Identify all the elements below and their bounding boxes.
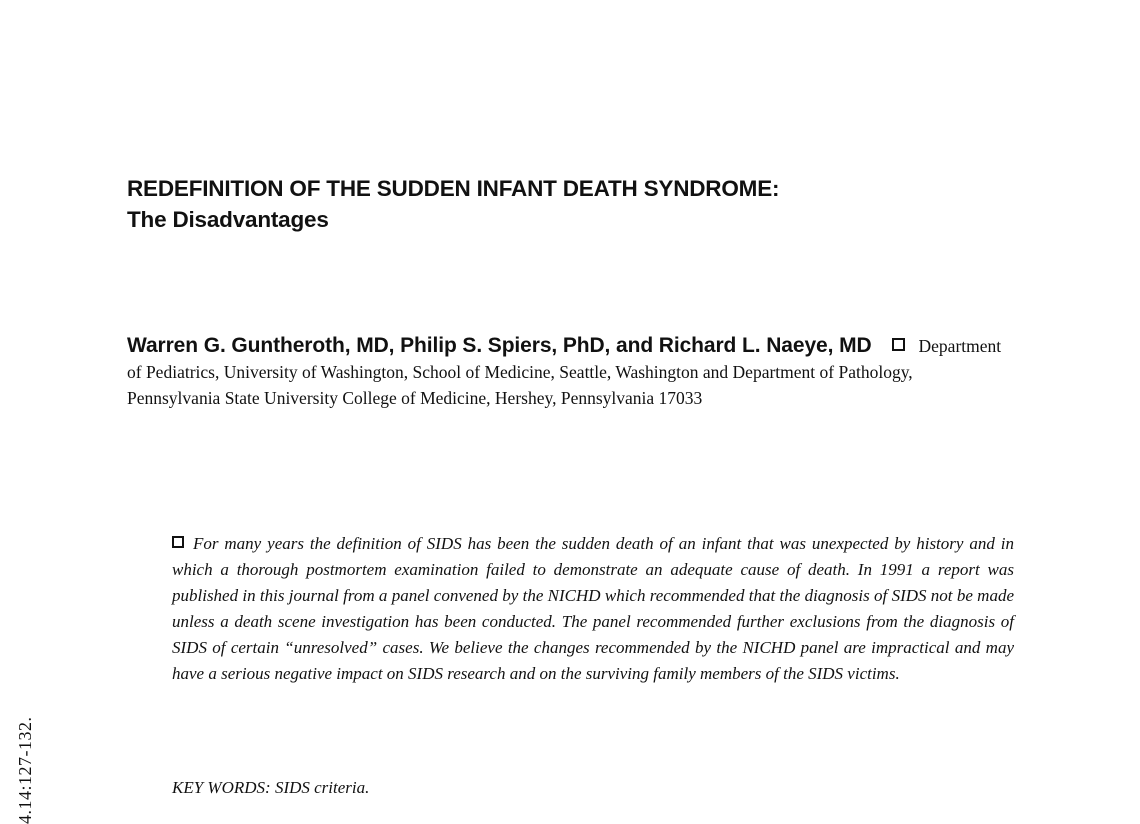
square-bullet-icon	[892, 338, 905, 351]
keywords: KEY WORDS: SIDS criteria.	[172, 778, 370, 797]
article-title	[127, 173, 1027, 235]
square-bullet-icon	[172, 536, 184, 548]
author-block	[127, 333, 1007, 411]
article-subtitle: The Disadvantages	[127, 207, 329, 232]
abstract	[172, 531, 1014, 686]
abstract-text: For many years the definition of SIDS has been the sudden death of an infant that was unexpected by history and in which a thorough postmortem examination failed to demonstrate an adequate cause of death. In 1991 a report was published in this journal from a panel convened by the NICHD which recommended that the diagnosis of SIDS not be made unless a death scene investigation has been conducted. The panel recommended further exclusions from the diagnosis of SIDS of certain “unresolved” cases. We believe the changes recommended by the NICHD panel are impractical and may have a serious negative impact on SIDS research and on the surviving family members of the SIDS victims.	[172, 534, 1014, 683]
author-names: Warren G. Guntheroth, MD, Philip S. Spiers, PhD, and Richard L. Naeye, MD	[127, 334, 872, 357]
margin-citation: 4.14:127-132.	[15, 716, 35, 824]
article-title-main: REDEFINITION OF THE SUDDEN INFANT DEATH SYNDROME:	[127, 176, 780, 201]
affiliation: Department of Pediatrics, University of Washington, School of Medicine, Seattle, Washington and Department of Pathology, Pennsylvania State University College of Medicine, Hershey, Pennsylvania 17033	[127, 336, 1002, 408]
